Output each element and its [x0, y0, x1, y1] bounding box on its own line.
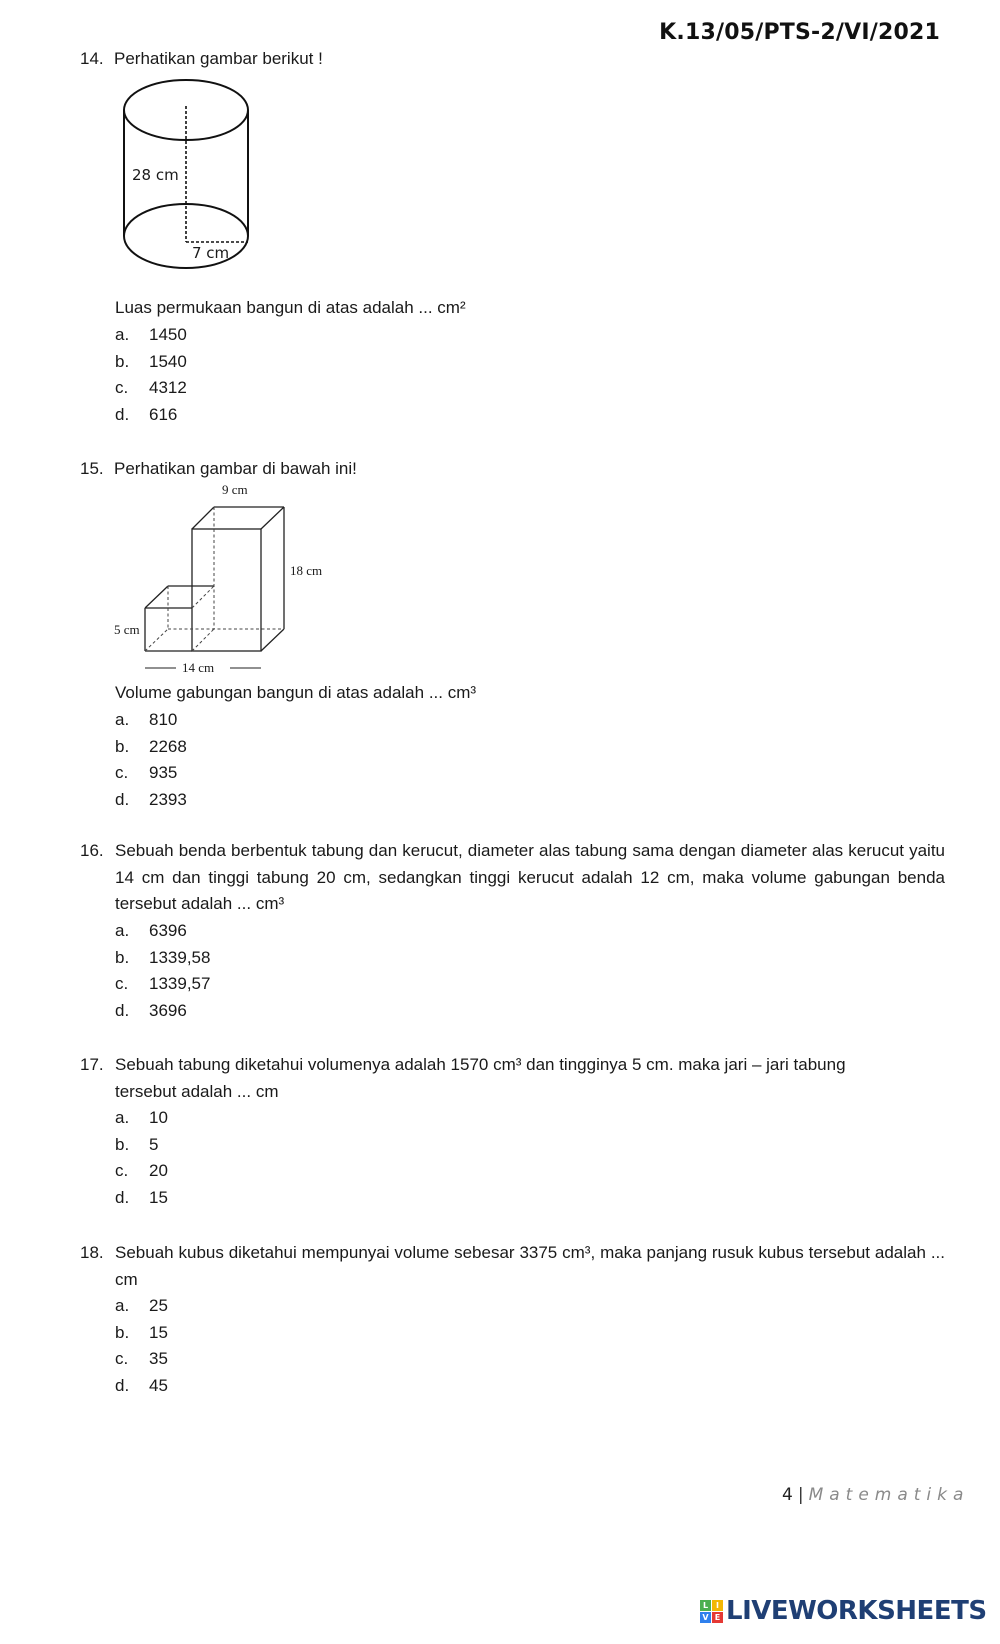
- small-height-label: 5 cm: [114, 622, 140, 637]
- question-number: 14.: [80, 49, 104, 68]
- question-14-text: Luas permukaan bangun di atas adalah ... cm²: [115, 298, 466, 317]
- option-c[interactable]: c. 1339,57: [115, 974, 211, 994]
- option-c[interactable]: c. 20: [115, 1161, 168, 1181]
- question-17-number: 17.: [80, 1055, 104, 1074]
- question-14-options: [115, 322, 187, 429]
- option-d[interactable]: d. 45: [115, 1376, 168, 1396]
- question-18-options: [115, 1293, 168, 1400]
- option-c[interactable]: c. 935: [115, 763, 178, 783]
- cylinder-height-label: 28 cm: [132, 166, 179, 184]
- option-b[interactable]: b. 5: [115, 1134, 159, 1154]
- cuboid-figure: [110, 480, 350, 680]
- option-d[interactable]: d. 616: [115, 405, 178, 425]
- cylinder-radius-label: 7 cm: [192, 244, 230, 262]
- option-d[interactable]: d. 3696: [115, 1001, 187, 1021]
- question-18-text: Sebuah kubus diketahui mempunyai volume sebesar 3375 cm³, maka panjang rusuk kubus tersebut adalah ... cm: [115, 1243, 945, 1289]
- option-b[interactable]: b. 1339,58: [115, 947, 211, 967]
- option-d[interactable]: d. 2393: [115, 790, 187, 810]
- question-16-text: Sebuah benda berbentuk tabung dan kerucut, diameter alas tabung sama dengan diameter alas kerucut yaitu 14 cm dan tinggi tabung 20 cm, sedangkan tinggi kerucut adalah 12 cm, maka volume gabungan benda tersebut adalah ... cm³: [115, 841, 945, 913]
- page-number: 4: [782, 1485, 793, 1505]
- question-prompt: Perhatikan gambar berikut !: [114, 49, 323, 68]
- logo-text: LIVEWORKSHEETS: [726, 1596, 987, 1626]
- option-a[interactable]: a. 1450: [115, 325, 187, 344]
- option-d[interactable]: d. 15: [115, 1188, 168, 1208]
- option-b[interactable]: b. 1540: [115, 351, 187, 371]
- question-number: 15.: [80, 459, 104, 478]
- question-17-text: Sebuah tabung diketahui volumenya adalah 1570 cm³ dan tingginya 5 cm. maka jari – jari tabung tersebut adalah ... cm: [115, 1055, 846, 1101]
- question-15-text: Volume gabungan bangun di atas adalah ... cm³: [115, 683, 477, 702]
- base-length-label: 14 cm: [182, 660, 215, 675]
- option-a[interactable]: a. 10: [115, 1108, 168, 1127]
- document-code: K.13/05/PTS-2/VI/2021: [659, 20, 940, 45]
- question-16-number: 16.: [80, 841, 104, 860]
- option-c[interactable]: c. 35: [115, 1349, 168, 1369]
- height-label: 18 cm: [290, 563, 323, 578]
- page-footer: [782, 1485, 969, 1505]
- question-14-title: [80, 46, 323, 72]
- subject-name: Matematika: [808, 1485, 970, 1505]
- question-prompt: Perhatikan gambar di bawah ini!: [114, 459, 357, 478]
- option-a[interactable]: a. 6396: [115, 921, 187, 940]
- top-width-label: 9 cm: [222, 482, 248, 497]
- question-17-options: [115, 1105, 168, 1212]
- option-b[interactable]: b. 15: [115, 1322, 168, 1342]
- option-b[interactable]: b. 2268: [115, 736, 187, 756]
- question-16-options: [115, 918, 210, 1025]
- question-15-options: [115, 707, 187, 814]
- liveworksheets-logo: [700, 1596, 987, 1626]
- footer-separator: |: [797, 1485, 804, 1505]
- live-blocks-icon: L I V E: [700, 1600, 723, 1623]
- option-a[interactable]: a. 810: [115, 710, 178, 729]
- option-a[interactable]: a. 25: [115, 1296, 168, 1315]
- question-15-title: [80, 456, 357, 482]
- option-c[interactable]: c. 4312: [115, 378, 187, 398]
- question-18-number: 18.: [80, 1243, 104, 1262]
